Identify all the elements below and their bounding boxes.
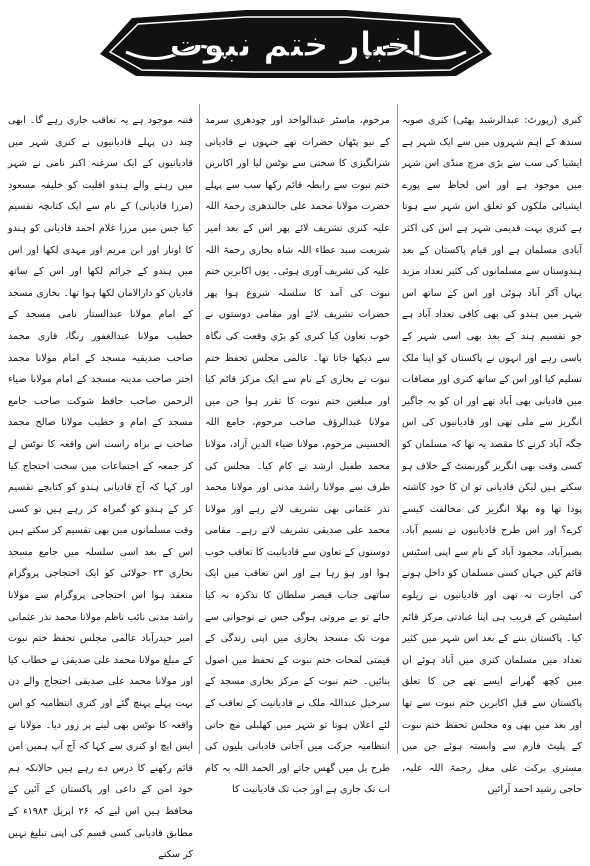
article-column-middle xyxy=(205,110,390,796)
column-divider xyxy=(397,104,398,754)
column-divider xyxy=(199,104,200,754)
article-paragraph: فتنہ موجود ہے یہ تعاقب جاری رہے گا۔ ابھی چند دن پہلے قادیانیوں نے کنری شہر میں قادیانیوں کے ایک سرغنہ اکبر نامی نے شہر میں رہنے والے ہندو اقلیت کو خلیفہ مسعود (مرزا قادیانی) کے نام سے ایک کتابچہ تقسیم کیا جس میں مرزا غلام احمد قادیانی کو ہندو کا اوتار اور ابن مریم اور مہدی لکھا اور اس میں ہندو کے جرائم لکھا اور اس کے ساتھ قادیان کو دارالامان لکھا ہوا تھا۔ بخاری مسجد کے امام مولانا عبدالستار نامی مسجد کے خطیب مولانا عبدالغفور رنگا، قاری محمد صاحب صدیقیہ مسجد کے امام مولانا محمد اختر صاحب مدینہ مسجد کے امام مولانا ضیاء الرحمن صاحب حافظ شوکت صاحب جامع مسجد کے امام و خطیب مولانا صالح محمد صاحب نے براہ راست اس واقعہ کا نوٹس لے کر جمعہ کے اجتماعات میں سخت احتجاج کیا اور کہا کہ آج قادیانی ہندو کو کتابچے تقسیم کر کے ہندو کو گمراہ کر رہے ہیں تو کسی وقت مسلمانوں میں بھی تقسیم کر سکتے ہیں اس کے بعد اسی سلسلہ میں جامع مسجد بخاری ۲۳ جولائی کو ایک احتجاجی پروگرام منعقد ہوا اس احتجاجی پروگرام سے مولانا راشد مدنی نائب ناظم مولانا محمد نذر عثمانی امیر حیدرآباد عالمی مجلس تحفظ ختم نبوت کے مبلغ مولانا محمد علی صدیقی نے خطاب کیا اور مولانا محمد علی صدیقی احتجاج والے دن بہت پہلے پہنچ گئے اور کنری انتظامیہ کو اس واقعہ کا نوٹس بھی لینے پر زور دیا۔ مولانا نے ایس ایچ او کنری سے کہا کہ آج آپ ہمیں امن قائم رکھنے کا درس دے رہے ہیں حالانکہ ہم خود امن کے داعی اور پاکستان کے آئین کے محافظ ہیں اس لیے کہ ۲۶ اپریل ۱۹۸۴ء کے مطابق قادیانی کسی قسم کی اپنی تبلیغ نہیں کر سکتے xyxy=(8,115,193,861)
article-paragraph: کنری (رپورٹ: عبدالرشید بھٹی) کنری صوبہ سندھ کے اہم شہروں میں سے ایک شہر ہے ایشیا کی سب سے بڑی مرچ منڈی اس شہر میں موجود ہے اور اس لحاظ سے پورے ایشیائی ملکوں کو تعلق اس شہر سے ہوتا ہے کنری بہت قدیمی شہر ہے اس کی اکثر آبادی مسلمان ہے اور قیام پاکستان کے بعد ہندوستان سے مسلمانوں کی کثیر تعداد مزید یہاں آکر آباد ہوئی اور اس کے ساتھ اس شہر میں ہندو کی بھی کافی تعداد آباد ہے جو تقسیم ہند کے بعد بھی اسی شہر کے باسی رہے اور انہوں نے پاکستان کو اپنا ملک تسلیم کیا اور اس کے ساتھ کنری اور مضافات میں قادیانی بھی آباد تھے اور ان کو یہ جاگیر انگریز سے ملی تھی اور قادیانیوں کی اس جگہ آباد کرنے کا مقصد یہ تھا کہ مسلمان کو کسی وقت بھی انگریز گورنمنٹ کے خلاف ہو سکتے ہیں لیکن قادیانی تو ان کا خود کاشتہ پودا تھا وہ بھلا انگریز کی مخالفت کیسے کرے؟ اور اس طرح قادیانیوں نے نسیم آباد، بصیرآباد، محمود آباد کے نام سے اپنی اسٹیس قائم کیں جہاں کسی مسلمان کو داخل ہونے کی اجازت نہ تھی اور قادیانیوں نے ریلوے اسٹیشن کے قریب ہی اپنا عبادتی مرکز قائم کیا۔ پاکستان بننے کے بعد اس شہر میں کثیر تعداد میں مسلمان کنری میں آباد ہوئے ان میں کچھ گھرانے ایسے تھے جن کا تعلق پاکستان سے قبل اکابرین ختم نبوت سے تھا اور بعد میں بھی وہ مجلس تحفظ ختم نبوت کے پلیٹ فارم سے وابستہ ہوئے جن میں مستری برکت علی مغل رحمۃ اللہ علیہ، حاجی رشید احمد آرائیں xyxy=(402,115,582,796)
article-paragraph: مرحوم، ماسٹر عبدالواحد اور چودھری سرمد کے نیو پٹھان حضرات تھے جنہوں نے قادیانی شرانگیزی کا سختی سے نوٹس لیا اور اکابرین ختم نبوت سے رابطہ قائم رکھا سب سے پہلے حضرت مولانا محمد علی جالندھری رحمۃ اللہ علیہ کنری تشریف لائے پھر اس کے بعد امیر شریعت سید عطاء اللہ شاہ بخاری رحمۃ اللہ علیہ کی تشریف آوری ہوئی۔ یوں اکابرین ختم نبوت کی آمد کا سلسلہ شروع ہوا پھر حضرات تشریف لائے اور مقامی دوستوں نے خوب تعاون کیا کنری کو بڑی وقعت کی نگاہ سے دیکھا جاتا تھا۔ عالمی مجلس تحفظ ختم نبوت نے بخاری کے نام سے ایک مرکز قائم کیا اور مبلغین ختم نبوت کا تقرر ہوا جن میں مولانا عبدالرؤف صاحب مرحوم، جامع اللہ الحسینی مرحوم، مولانا ضیاء الدین آزاد، مولانا محمد طفیل ارشد نے کام کیا۔ مجلس کی طرف سے مولانا راشد مدنی اور مولانا محمد نذر عثمانی بھی تشریف لاتے رہے اور مولانا محمد علی صدیقی تشریف لاتے رہے۔ مقامی دوستوں کے تعاون سے قادیانیت کا تعاقب خوب ہوا اور ہو رہا ہے اور اس تعاقب میں ایک ساتھی جناب قیصر سلطان کا تذکرہ نہ کیا جائے تو بے مروتی ہوگی جس نے نوجوانی سے موت تک مسجد بخاری میں اپنی زندگی کے قیمتی لمحات ختم نبوت کے تحفظ میں اصول بنائیں۔ ختم نبوت کے مرکز بخاری مسجد کے سرخیل عبداللہ ملک نے قادیانیت کے تعاقب کے لئے اعلان ہوتا تو شہر میں کھلبلی مچ جاتی انتظامیہ حرکت میں آجاتی قادیانی بلیوں کی طرح بل میں گھس جاتے اور الحمد اللہ یہ کام اب تک جاری ہے اور جب تک قادیانیت کا xyxy=(205,115,390,796)
masthead-ribbon-graphic xyxy=(96,8,496,80)
article-column-left xyxy=(8,110,193,861)
masthead-title: اخبار ختم نبوت xyxy=(169,25,423,65)
article-column-right xyxy=(402,110,582,796)
masthead-logo xyxy=(96,8,496,80)
